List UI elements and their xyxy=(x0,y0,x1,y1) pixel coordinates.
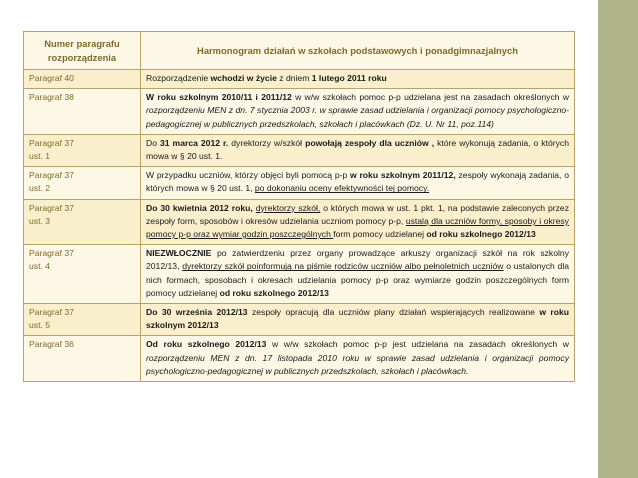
paragraph-cell: Paragraf 36 xyxy=(24,336,141,382)
schedule-cell: Rozporządzenie wchodzi w życie z dniem 1 lutego 2011 roku xyxy=(141,70,575,89)
table-header-row xyxy=(24,32,575,70)
schedule-cell: W roku szkolnym 2010/11 i 2011/12 w w/w szkołach pomoc p-p udzielana jest na zasadach określonych w rozporządzeniu MEN z dn. 7 stycznia 2003 r. w sprawie zasad udzielania i organizacji pomocy psychologiczno-pedagogicznej w publicznych przedszkolach, szkołach i placówkach (Dz. U. Nr 11, poz.114) xyxy=(141,89,575,135)
decorative-side-bar xyxy=(598,0,638,478)
schedule-cell: NIEZWŁOCZNIE po zatwierdzeniu przez organy prowadzące arkuszy organizacji szkół na rok szkolny 2012/13, dyrektorzy szkół poinformują na piśmie rodziców uczniów albo pełnoletnich uczniów o ustalonych dla nich formach, sposobach i okresach udzielania pomocy p-p oraz wymiarze godzin poszczególnych form pomocy udzielanej od roku szkolnego 2012/13 xyxy=(141,245,575,304)
table-row xyxy=(24,134,575,166)
header-schedule: Harmonogram działań w szkołach podstawowych i ponadgimnazjalnych xyxy=(141,32,575,70)
schedule-table xyxy=(23,31,575,382)
table-row xyxy=(24,167,575,199)
paragraph-cell: Paragraf 37 ust. 1 xyxy=(24,134,141,166)
paragraph-cell: Paragraf 40 xyxy=(24,70,141,89)
table-row xyxy=(24,245,575,304)
table-row xyxy=(24,70,575,89)
paragraph-cell: Paragraf 38 xyxy=(24,89,141,135)
paragraph-cell: Paragraf 37 ust. 2 xyxy=(24,167,141,199)
table-row xyxy=(24,304,575,336)
header-paragraph-number: Numer paragrafu rozporządzenia xyxy=(24,32,141,70)
schedule-cell: Do 30 września 2012/13 zespoły opracują dla uczniów plany działań wspierających realizowane w roku szkolnym 2012/13 xyxy=(141,304,575,336)
schedule-cell: Od roku szkolnego 2012/13 w w/w szkołach pomoc p-p jest udzielana na zasadach określonych w rozporządzeniu MEN z dn. 17 listopada 2010 roku w sprawie zasad udzielania i organizacji pomocy psychologiczno-pedagogicznej w publicznych przedszkolach, szkołach i placówkach. xyxy=(141,336,575,382)
schedule-cell: Do 30 kwietnia 2012 roku, dyrektorzy szkół, o których mowa w ust. 1 pkt. 1, na podstawie zaleconych przez zespoły form, sposobów i okresów udzielania uczniom pomocy p-p, ustalą dla uczniów formy, sposoby i okresy pomocy p-p oraz wymiar godzin poszczególnych form pomocy udzielanej od roku szkolnego 2012/13 xyxy=(141,199,575,245)
table-row xyxy=(24,336,575,382)
paragraph-cell: Paragraf 37 ust. 4 xyxy=(24,245,141,304)
schedule-cell: Do 31 marca 2012 r. dyrektorzy w/szkół powołają zespoły dla uczniów , które wykonują zadania, o których mowa w § 20 ust. 1. xyxy=(141,134,575,166)
table-row xyxy=(24,199,575,245)
paragraph-cell: Paragraf 37 ust. 3 xyxy=(24,199,141,245)
table-row xyxy=(24,89,575,135)
schedule-cell: W przypadku uczniów, którzy objęci byli pomocą p-p w roku szkolnym 2011/12, zespoły wykonają zadania, o których mowa w § 20 ust. 1, po dokonaniu oceny efektywności tej pomocy. xyxy=(141,167,575,199)
paragraph-cell: Paragraf 37 ust. 5 xyxy=(24,304,141,336)
